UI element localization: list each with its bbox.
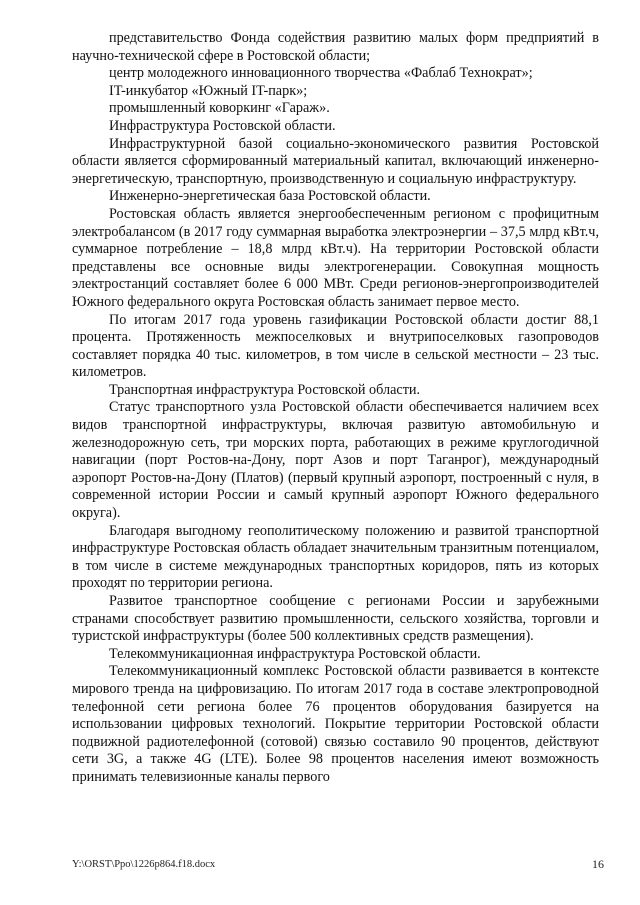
footer-file-path: Y:\ORST\Ppo\1226p864.f18.docx — [72, 859, 216, 870]
paragraph-fund-representation: представительство Фонда содействия развитию малых форм предприятий в научно-технической сфере в Ростовской области; — [72, 30, 599, 64]
heading-transport: Транспортная инфраструктура Ростовской области. — [109, 381, 421, 398]
body-text — [72, 30, 599, 787]
paragraph-coworking: промышленный коворкинг «Гараж». — [109, 100, 330, 117]
paragraph-transport-links: Развитое транспортное сообщение с регионами России и зарубежными странами способствует развитию промышленности, сельского хозяйства, торговли и туристской инфраструктуры (более 500 коллективных средств размещения). — [72, 593, 599, 645]
paragraph-geopolitical: Благодаря выгодному геополитическому положению и развитой транспортной инфраструктуре Ростовская область обладает значительным транзитным потенциалом, в том числе в системе международных транспортных коридоров, пять из которых проходят по территории региона. — [72, 522, 599, 592]
paragraph-gasification: По итогам 2017 года уровень газификации Ростовской области достиг 88,1 процента. Протяженность межпоселковых и внутрипоселковых газопроводов составляет порядка 40 тыс. километров, в том числе в сельской местности – 23 тыс. километров. — [72, 311, 599, 381]
heading-infrastructure: Инфраструктура Ростовской области. — [109, 117, 336, 134]
heading-telecom: Телекоммуникационная инфраструктура Ростовской области. — [109, 645, 481, 662]
paragraph-infrastructure-base: Инфраструктурной базой социально-экономического развития Ростовской области является сформированный материальный капитал, включающий инженерно-энергетическую, транспортную, производственную и социальную инфраструктуру. — [72, 135, 599, 187]
page-number: 16 — [592, 857, 604, 871]
paragraph-transport-hub: Статус транспортного узла Ростовской области обеспечивается наличием всех видов транспортной инфраструктуры, включая развитую автомобильную и железнодорожную сеть, три морских порта, работающих в режиме круглогодичной навигации (порт Ростов-на-Дону, порт Азов и порт Таганрог), международный аэропорт Ростов-на-Дону (Платов) (первый крупный аэропорт, построенный с нуля, в современной истории России и самый крупный аэропорт Южного федерального округа). — [72, 399, 599, 522]
paragraph-fablab: центр молодежного инновационного творчества «Фаблаб Технократ»; — [109, 65, 533, 82]
heading-energy-base: Инженерно-энергетическая база Ростовской области. — [109, 188, 431, 205]
paragraph-energy: Ростовская область является энергообеспеченным регионом с профицитным электробалансом (в 2017 году суммарная выработка электроэнергии – 37,5 млрд кВт.ч, суммарное потребление – 18,8 млрд кВт.ч). На территории Ростовской области представлены все основные виды электрогенерации. Совокупная мощность электростанций составляет более 6 000 МВт. Среди регионов-энергопроизводителей Южного федерального округа Ростовская область занимает первое место. — [72, 205, 599, 310]
paragraph-it-incubator: IT-инкубатор «Южный IT-парк»; — [109, 82, 308, 99]
paragraph-telecom: Телекоммуникационный комплекс Ростовской области развивается в контексте мирового тренда на цифровизацию. По итогам 2017 года в составе электропроводной телефонной сети региона более 76 процентов оборудования базируется на использовании цифровых технологий. Покрытие территории Ростовской области подвижной радиотелефонной (сотовой) связью составило 90 процентов, действуют сети 3G, а также 4G (LTE). Более 98 процентов населения имеют возможность принимать телевизионные каналы первого — [72, 663, 599, 785]
